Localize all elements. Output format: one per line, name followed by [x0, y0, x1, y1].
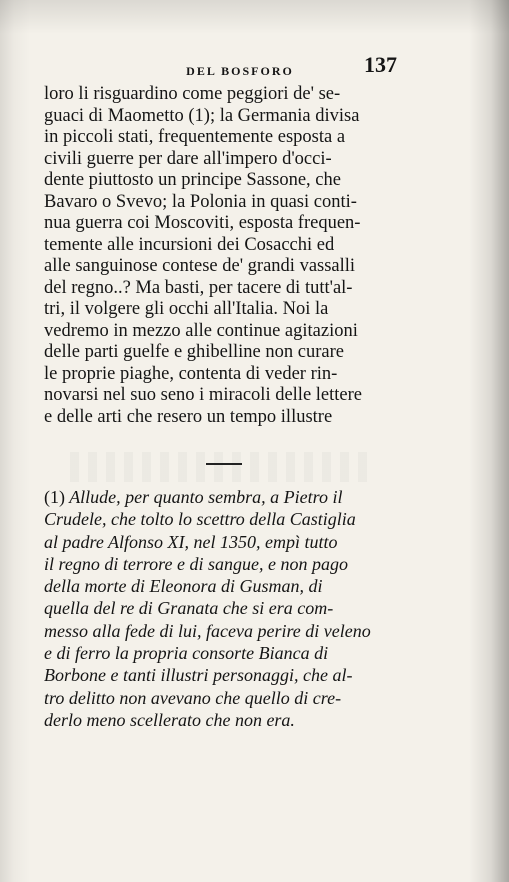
- text-line: dente piuttosto un principe Sassone, che: [44, 170, 341, 190]
- text-line: guaci di Maometto (1); la Germania divisa: [44, 105, 360, 126]
- footnote-line: Borbone e tanti illustri personaggi, che al-: [44, 665, 353, 686]
- text-line: loro li risguardino come peggiori de' se-: [44, 84, 341, 104]
- show-through-texture: [70, 452, 370, 482]
- text-line: temente alle incursioni dei Cosacchi ed: [44, 234, 335, 255]
- running-head: DEL BOSFORO: [186, 64, 294, 78]
- text-line: vedremo in mezzo alle continue agitazioni: [44, 320, 358, 341]
- text-line: e delle arti che resero un tempo illustre: [44, 406, 333, 427]
- text-line: novarsi nel suo seno i miracoli delle lettere: [44, 385, 362, 405]
- footnote-line: e di ferro la propria consorte Bianca di: [44, 643, 329, 664]
- text-line: tri, il volgere gli occhi all'Italia. Noi la: [44, 299, 329, 319]
- page-shadow: [0, 0, 509, 34]
- page-number: 137: [364, 52, 397, 77]
- footnote-text: Allude, per quanto sembra, a Pietro il: [69, 487, 343, 507]
- footnote-line: tro delitto non avevano che quello di cre-: [44, 687, 342, 708]
- footnote-line: derlo meno scellerato che non era.: [44, 709, 295, 730]
- footnote-marker: (1): [44, 487, 65, 507]
- text-line: nua guerra coi Moscoviti, esposta frequen-: [44, 213, 361, 233]
- footnote-line: quella del re di Granata che si era com-: [44, 598, 334, 619]
- footnote-line: il regno di terrore e di sangue, e non pago: [44, 553, 348, 574]
- text-line: del regno..? Ma basti, per tacere di tutt'al-: [44, 277, 353, 298]
- footnote-line: della morte di Eleonora di Gusman, di: [44, 576, 323, 597]
- main-text: [44, 84, 404, 428]
- footnote-line: Crudele, che tolto lo scettro della Castiglia: [44, 509, 356, 530]
- text-line: Bavaro o Svevo; la Polonia in quasi conti-: [44, 191, 357, 212]
- footnote-line: al padre Alfonso XI, nel 1350, empì tutto: [44, 531, 338, 552]
- footnote-separator: [206, 463, 242, 465]
- text-line: in piccoli stati, frequentemente esposta a: [44, 127, 346, 147]
- footnote: [44, 486, 406, 731]
- text-line: delle parti guelfe e ghibelline non curare: [44, 342, 344, 362]
- text-line: alle sanguinose contese de' grandi vassalli: [44, 256, 356, 276]
- text-line: le proprie piaghe, contenta di veder rin-: [44, 363, 338, 384]
- text-line: civili guerre per dare all'impero d'occi-: [44, 148, 332, 169]
- footnote-line: messo alla fede di lui, faceva perire di veleno: [44, 620, 371, 641]
- footnote-first-line: [44, 486, 406, 508]
